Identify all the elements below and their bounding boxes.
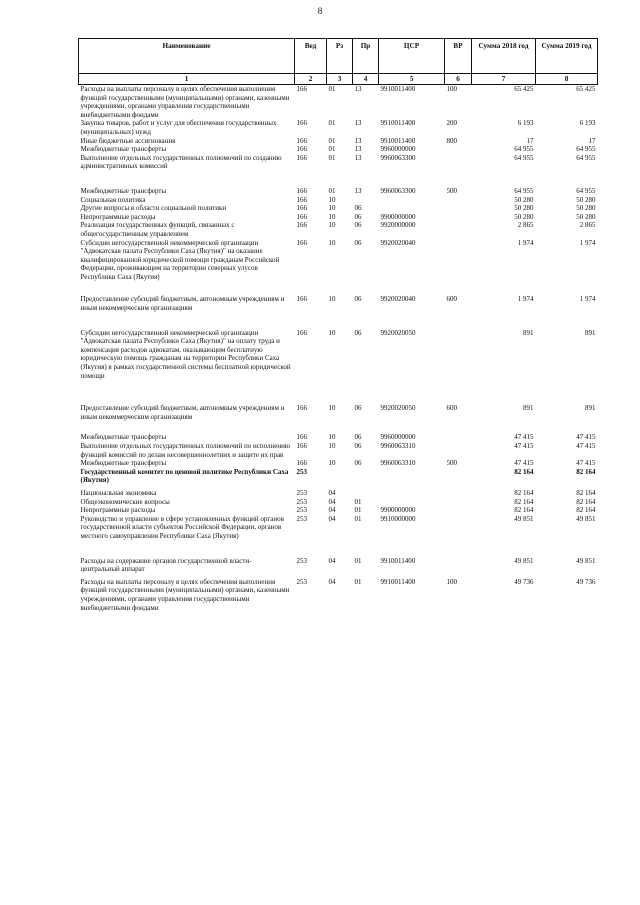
header-sum-2019: Сумма 2019 год [536, 39, 598, 74]
row-sum-2019: 64 955 [576, 145, 596, 154]
row-rz: 10 [328, 433, 336, 442]
row-rz: 10 [328, 212, 336, 221]
row-name: Расходы на содержание органов государственной власти- центральный аппарат [80, 556, 252, 574]
row-vr: 500 [446, 459, 457, 468]
row-pr: 06 [354, 221, 362, 230]
row-pr: 01 [354, 556, 362, 565]
table-body [79, 85, 598, 613]
row-sum-2018: 82 164 [514, 467, 534, 476]
table-row [79, 187, 598, 196]
table-row [79, 196, 598, 205]
row-sum-2019: 82 164 [576, 467, 596, 476]
header-name: Наименование [79, 39, 295, 74]
row-pr [353, 196, 379, 205]
row-sum-2018: 17 [526, 136, 534, 145]
row-ved: 166 [296, 433, 307, 442]
row-sum-2019: 49 851 [576, 514, 596, 523]
row-csr: 9900000000 [380, 212, 416, 221]
row-pr: 13 [354, 186, 362, 195]
row-vr [445, 329, 472, 405]
row-pr: 06 [354, 328, 362, 337]
row-pr: 01 [354, 514, 362, 523]
row-ved: 253 [296, 506, 307, 515]
row-name: Закупка товаров, работ и услуг для обеспечения государственных (муниципальных) нужд [80, 119, 277, 136]
row-ved: 253 [296, 467, 307, 476]
row-vr [445, 506, 472, 515]
row-csr: 9910000000 [380, 514, 416, 523]
row-csr [379, 489, 445, 498]
row-csr: 9960000000 [380, 433, 416, 442]
row-csr: 9900000000 [380, 506, 416, 515]
header-number-4: 4 [353, 74, 379, 85]
header-number-3: 3 [327, 74, 353, 85]
row-sum-2018: 82 164 [514, 506, 534, 515]
row-sum-2018: 47 415 [514, 442, 534, 450]
row-sum-2019: 49 851 [576, 556, 596, 565]
table-row [79, 433, 598, 442]
header-number-1: 1 [79, 74, 295, 85]
header-ved: Вед [295, 39, 327, 74]
row-pr: 01 [354, 506, 362, 515]
row-name: Межбюджетные трансферты [80, 186, 167, 195]
row-csr: 9960063300 [380, 186, 416, 195]
row-rz: 01 [328, 119, 336, 128]
row-sum-2019: 50 280 [576, 204, 596, 213]
row-name: Межбюджетные трансферты [80, 433, 167, 442]
row-csr: 9920020040 [380, 295, 416, 304]
row-csr: 9910011400 [380, 119, 416, 128]
header-number-6: 6 [445, 74, 472, 85]
row-rz: 04 [328, 506, 336, 515]
row-vr [445, 204, 472, 213]
row-sum-2019: 47 415 [576, 442, 596, 450]
header-vr: ВР [445, 39, 472, 74]
budget-table [78, 38, 598, 612]
row-sum-2018: 50 280 [514, 212, 534, 221]
row-sum-2019: 82 164 [576, 497, 596, 506]
table-row [79, 239, 598, 296]
row-sum-2019: 64 955 [576, 153, 596, 162]
header-rz: Рз [327, 39, 353, 74]
row-name: Социальная политика [80, 195, 146, 204]
header-pr: Пр [353, 39, 379, 74]
row-csr: 9910011400 [380, 85, 416, 93]
row-ved: 253 [296, 556, 307, 565]
row-vr [445, 498, 472, 507]
table-row [79, 221, 598, 238]
table-row [79, 515, 598, 557]
row-csr [379, 498, 445, 507]
row-pr: 06 [354, 212, 362, 221]
row-sum-2018: 49 851 [514, 514, 534, 523]
row-sum-2019: 1 974 [579, 238, 596, 247]
row-rz: 04 [328, 488, 336, 497]
row-name: Общеэкономические вопросы [80, 497, 170, 506]
row-sum-2018: 49 736 [514, 577, 534, 586]
row-csr: 9960063300 [380, 153, 416, 162]
row-sum-2018: 6 193 [517, 119, 534, 128]
row-ved: 166 [296, 459, 307, 468]
row-sum-2019: 17 [588, 136, 596, 145]
table-row [79, 204, 598, 213]
row-csr: 9910011400 [380, 577, 416, 586]
page-number: 8 [317, 6, 323, 16]
row-pr: 06 [354, 295, 362, 304]
row-csr: 9960063310 [380, 442, 416, 450]
row-csr [379, 196, 445, 205]
row-sum-2019: 1 974 [579, 295, 596, 304]
table-row [79, 137, 598, 146]
row-pr: 13 [354, 119, 362, 128]
row-ved: 166 [296, 204, 307, 213]
row-name: Непрограммные расходы [80, 212, 156, 221]
row-pr: 13 [354, 145, 362, 154]
row-name: Национальная экономика [80, 488, 157, 497]
row-ved: 253 [296, 577, 307, 586]
row-vr: 600 [446, 404, 457, 413]
row-csr: 9960063310 [380, 459, 416, 468]
row-pr: 13 [354, 153, 362, 162]
row-pr [353, 468, 379, 489]
row-name: Межбюджетные трансферты [80, 145, 167, 154]
table-row [79, 213, 598, 222]
row-ved: 253 [296, 514, 307, 523]
row-vr: 100 [446, 577, 457, 586]
header-number-5: 5 [379, 74, 445, 85]
table-row [79, 442, 598, 459]
row-pr: 06 [354, 433, 362, 442]
row-ved: 166 [296, 212, 307, 221]
row-csr: 9910011400 [380, 556, 416, 565]
row-rz: 04 [328, 497, 336, 506]
row-vr: 500 [446, 186, 457, 195]
row-rz: 04 [328, 577, 336, 586]
row-rz: 10 [328, 195, 336, 204]
row-sum-2018: 82 164 [514, 497, 534, 506]
row-sum-2019: 2 865 [579, 221, 596, 230]
row-rz: 04 [328, 556, 336, 565]
row-sum-2018: 47 415 [514, 459, 534, 468]
row-sum-2018: 64 955 [514, 153, 534, 162]
row-name: Иные бюджетные ассигнования [80, 136, 176, 145]
row-vr: 200 [446, 119, 457, 128]
row-sum-2018: 64 955 [514, 145, 534, 154]
row-csr: 9920020050 [380, 328, 416, 337]
row-vr [445, 442, 472, 459]
row-sum-2018: 47 415 [514, 433, 534, 442]
row-vr [445, 145, 472, 154]
row-ved: 166 [296, 328, 307, 337]
row-csr [379, 468, 445, 489]
row-vr [445, 213, 472, 222]
header-number-7: 7 [472, 74, 536, 85]
row-sum-2018: 1 974 [517, 295, 534, 304]
row-pr: 06 [354, 459, 362, 468]
row-vr [445, 239, 472, 296]
row-sum-2019: 891 [585, 404, 596, 413]
row-sum-2019: 47 415 [576, 433, 596, 442]
row-pr: 06 [354, 204, 362, 213]
row-vr [445, 515, 472, 557]
row-name: Субсидии негосударственной некоммерческой организации "Адвокатская палата Республики Саха (Якутия)" на оплату труда и компенсация расходов адвокатам, оказывающим бесплатную юридическую помощь гражданам на территории Республики Саха (Якутия) в рамках государственной системы бесплатной юридической помощи [80, 328, 291, 380]
row-name: Другие вопросы в области социальной политики [80, 204, 227, 213]
row-csr: 9920020040 [380, 238, 416, 247]
row-vr [445, 433, 472, 442]
row-ved: 166 [296, 221, 307, 230]
row-csr: 9910011400 [380, 136, 416, 145]
row-name: Предоставление субсидий бюджетным, автономным учреждениям и иным некоммерческим организациям [80, 404, 285, 421]
row-ved: 166 [296, 119, 307, 128]
row-rz: 01 [328, 136, 336, 145]
row-rz: 10 [328, 295, 336, 304]
row-sum-2019: 6 193 [579, 119, 596, 128]
row-ved: 166 [296, 153, 307, 162]
table-row [79, 154, 598, 187]
row-ved: 166 [296, 195, 307, 204]
row-name: Руководство и управление в сфере установленных функций органов государственной власти субъектов Российской Федерации, органов местного самоуправления Республики Саха (Якутия) [80, 514, 284, 540]
table-row [79, 498, 598, 507]
row-name: Непрограммные расходы [80, 506, 156, 515]
row-rz: 01 [328, 85, 336, 93]
row-sum-2018: 2 865 [517, 221, 534, 230]
row-sum-2018: 891 [523, 404, 534, 413]
row-vr: 100 [446, 85, 457, 93]
row-pr [353, 489, 379, 498]
row-name: Межбюджетные трансферты [80, 459, 167, 468]
row-sum-2018: 64 955 [514, 186, 534, 195]
row-rz: 01 [328, 145, 336, 154]
row-sum-2018: 891 [523, 328, 534, 337]
row-ved: 166 [296, 238, 307, 247]
row-ved: 166 [296, 295, 307, 304]
row-pr: 01 [354, 577, 362, 586]
row-sum-2018: 1 974 [517, 238, 534, 247]
row-vr: 800 [446, 136, 457, 145]
table-row [79, 506, 598, 515]
row-ved: 166 [296, 442, 307, 450]
row-rz: 10 [328, 442, 336, 450]
row-sum-2019: 49 736 [576, 577, 596, 586]
row-ved: 253 [296, 497, 307, 506]
row-csr: 9920000000 [380, 221, 416, 230]
row-sum-2019: 50 280 [576, 212, 596, 221]
row-name: Реализация государственных функций, связанных с общегосударственным управлением [80, 221, 235, 238]
row-name: Государственный комитет по ценовой политике Республики Саха (Якутия) [80, 467, 289, 485]
row-rz: 10 [328, 204, 336, 213]
row-sum-2019: 64 955 [576, 186, 596, 195]
row-sum-2019: 82 164 [576, 506, 596, 515]
row-sum-2019: 47 415 [576, 459, 596, 468]
row-rz: 10 [328, 328, 336, 337]
table-row [79, 145, 598, 154]
row-ved: 166 [296, 145, 307, 154]
table-row [79, 459, 598, 468]
table-row [79, 329, 598, 405]
row-sum-2018: 50 280 [514, 204, 534, 213]
row-ved: 166 [296, 85, 307, 93]
table-row [79, 557, 598, 578]
row-name: Субсидии негосударственной некоммерческой организации "Адвокатская палата Республики Саха (Якутия)" на оказание квалифицированной юридической помощи гражданам Российской Федерации, проживающим на территории северных улусов Республики Саха (Якутия) [80, 238, 280, 281]
row-vr [445, 468, 472, 489]
row-rz [327, 468, 353, 489]
header-sum-2018: Сумма 2018 год [472, 39, 536, 74]
row-ved: 166 [296, 404, 307, 413]
table-row [79, 295, 598, 328]
row-sum-2019: 891 [585, 328, 596, 337]
row-name: Расходы на выплаты персоналу в целях обеспечения выполнения функций государственными (муниципальными) органами, казенными учреждениями, органами управления государственными внебюджетными фондами [80, 85, 290, 119]
row-sum-2019: 82 164 [576, 488, 596, 497]
row-ved: 166 [296, 186, 307, 195]
row-rz: 01 [328, 153, 336, 162]
row-rz: 10 [328, 221, 336, 230]
table-row [79, 489, 598, 498]
table-row [79, 468, 598, 489]
row-name: Предоставление субсидий бюджетным, автономным учреждениям и иным некоммерческим организациям [80, 295, 285, 313]
row-rz: 10 [328, 404, 336, 413]
row-rz: 04 [328, 514, 336, 523]
row-vr [445, 489, 472, 498]
row-pr: 13 [354, 85, 362, 93]
header-number-8: 8 [536, 74, 598, 85]
table-row [79, 85, 598, 120]
row-pr: 06 [354, 442, 362, 450]
row-vr [445, 557, 472, 578]
row-rz: 10 [328, 459, 336, 468]
row-csr [379, 204, 445, 213]
row-name: Расходы на выплаты персоналу в целях обеспечения выполнения функций государственными (муниципальными) органами, казенными учреждениями, органами управления государственными внебюджетными фондами [80, 577, 290, 612]
row-csr: 9960000000 [380, 145, 416, 154]
row-ved: 253 [296, 488, 307, 497]
row-sum-2019: 50 280 [576, 195, 596, 204]
row-sum-2018: 50 280 [514, 195, 534, 204]
row-csr: 9920020050 [380, 404, 416, 413]
header-csr: ЦСР [379, 39, 445, 74]
row-pr: 06 [354, 238, 362, 247]
row-rz: 01 [328, 186, 336, 195]
row-ved: 166 [296, 136, 307, 145]
table-row [79, 578, 598, 612]
row-vr [445, 154, 472, 187]
row-sum-2018: 65 425 [514, 85, 534, 93]
row-sum-2018: 49 851 [514, 556, 534, 565]
row-sum-2019: 65 425 [576, 85, 596, 93]
row-pr: 06 [354, 404, 362, 413]
row-name: Выполнение отдельных государственных полномочий по созданию административных комиссий [80, 153, 282, 171]
row-sum-2018: 82 164 [514, 488, 534, 497]
row-rz: 10 [328, 238, 336, 247]
row-vr [445, 221, 472, 238]
row-pr: 01 [354, 497, 362, 506]
header-number-2: 2 [295, 74, 327, 85]
table-row [79, 119, 598, 136]
table-row [79, 404, 598, 433]
row-vr [445, 196, 472, 205]
row-name: Выполнение отдельных государственных полномочий по исполнению функций комиссий по делам несовершеннолетних и защите их прав [80, 442, 291, 459]
row-vr: 600 [446, 295, 457, 304]
row-pr: 13 [354, 136, 362, 145]
